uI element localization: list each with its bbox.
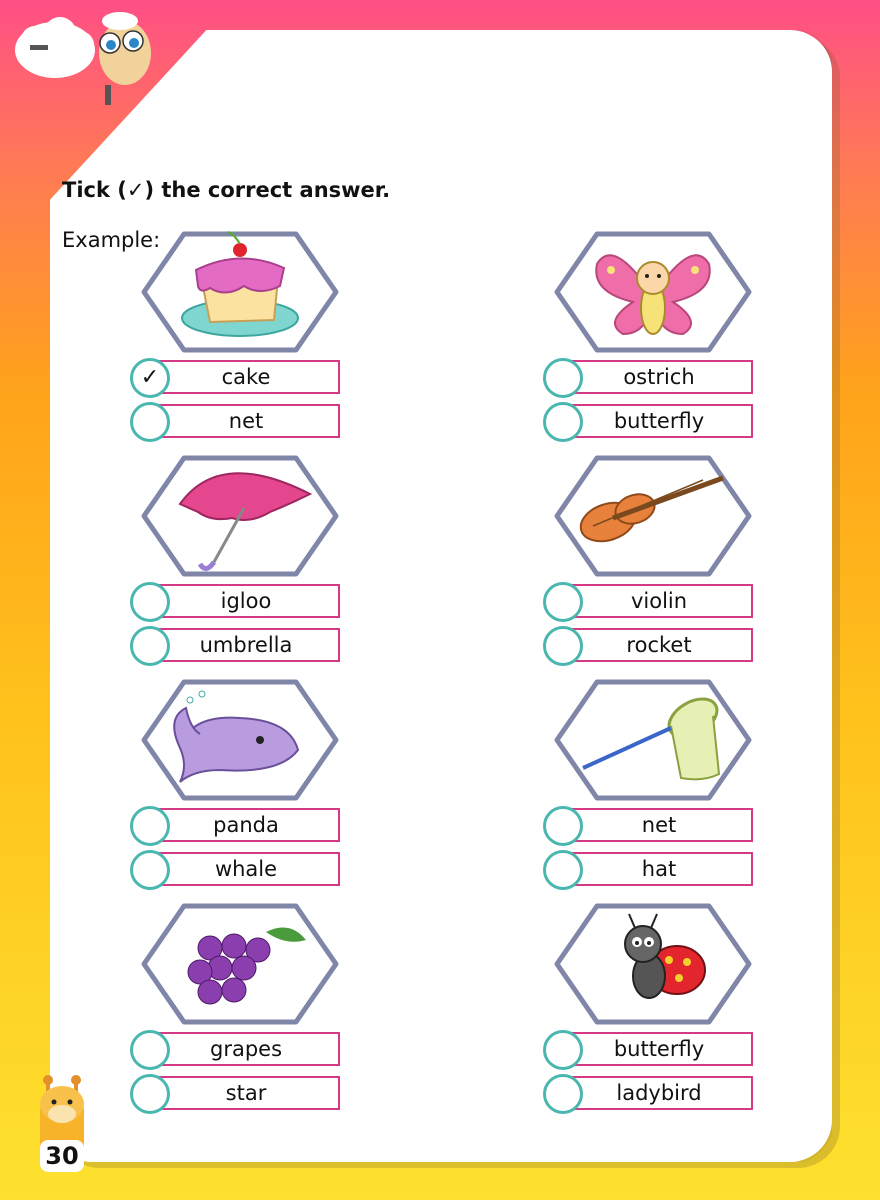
answer-option — [130, 808, 340, 846]
picture-frame — [140, 454, 340, 578]
tick-circle[interactable] — [543, 1030, 583, 1070]
answer-label: panda — [213, 813, 279, 837]
answer-option — [130, 404, 340, 442]
instruction-text: Tick (✓) the correct answer. — [62, 178, 391, 202]
tick-circle[interactable] — [543, 626, 583, 666]
answer-label: butterfly — [613, 1037, 705, 1061]
answer-option — [130, 1076, 340, 1114]
net-icon — [553, 678, 753, 802]
violin-icon — [553, 454, 753, 578]
answer-option — [130, 852, 340, 890]
answer-option — [543, 584, 753, 622]
answer-label: grapes — [209, 1037, 283, 1061]
grapes-icon — [140, 902, 340, 1026]
answer-option — [543, 808, 753, 846]
answer-label: hat — [641, 857, 677, 881]
tick-circle[interactable] — [130, 626, 170, 666]
tick-circle[interactable] — [130, 1074, 170, 1114]
answer-label: star — [225, 1081, 267, 1105]
tick-circle[interactable] — [543, 582, 583, 622]
tick-circle[interactable] — [543, 806, 583, 846]
answer-option — [543, 360, 753, 398]
answer-option — [130, 1032, 340, 1070]
cake-icon — [140, 230, 340, 354]
ladybird-icon — [553, 902, 753, 1026]
answer-label: rocket — [626, 633, 692, 657]
answer-label: ostrich — [623, 365, 695, 389]
answer-option — [130, 360, 340, 398]
answer-option — [543, 1032, 753, 1070]
answer-option — [130, 628, 340, 666]
answer-option — [543, 852, 753, 890]
answer-option — [543, 628, 753, 666]
picture-frame — [553, 678, 753, 802]
tick-circle[interactable] — [130, 850, 170, 890]
example-label: Example: — [62, 228, 161, 252]
answer-label: net — [641, 813, 677, 837]
tick-circle[interactable] — [130, 358, 170, 398]
answer-label: butterfly — [613, 409, 705, 433]
tick-circle[interactable] — [543, 358, 583, 398]
answer-label: umbrella — [199, 633, 293, 657]
sheep-icon — [10, 5, 155, 110]
answer-option — [543, 1076, 753, 1114]
picture-frame — [140, 678, 340, 802]
answer-label: net — [228, 409, 264, 433]
picture-frame — [553, 230, 753, 354]
tick-circle[interactable] — [130, 1030, 170, 1070]
tick-mark: ✓ — [140, 365, 160, 390]
picture-frame — [140, 230, 340, 354]
tick-circle[interactable] — [543, 1074, 583, 1114]
page-number: 30 — [40, 1140, 84, 1172]
picture-frame — [553, 454, 753, 578]
butterfly-icon — [553, 230, 753, 354]
umbrella-icon — [140, 454, 340, 578]
answer-label: cake — [221, 365, 271, 389]
answer-label: whale — [214, 857, 278, 881]
tick-circle[interactable] — [130, 402, 170, 442]
answer-option — [130, 584, 340, 622]
answer-label: violin — [630, 589, 688, 613]
tick-circle[interactable] — [130, 806, 170, 846]
tick-circle[interactable] — [543, 850, 583, 890]
whale-icon — [140, 678, 340, 802]
answer-label: ladybird — [616, 1081, 702, 1105]
answer-option — [543, 404, 753, 442]
answer-label: igloo — [220, 589, 272, 613]
tick-circle[interactable] — [543, 402, 583, 442]
tick-circle[interactable] — [130, 582, 170, 622]
picture-frame — [140, 902, 340, 1026]
picture-frame — [553, 902, 753, 1026]
